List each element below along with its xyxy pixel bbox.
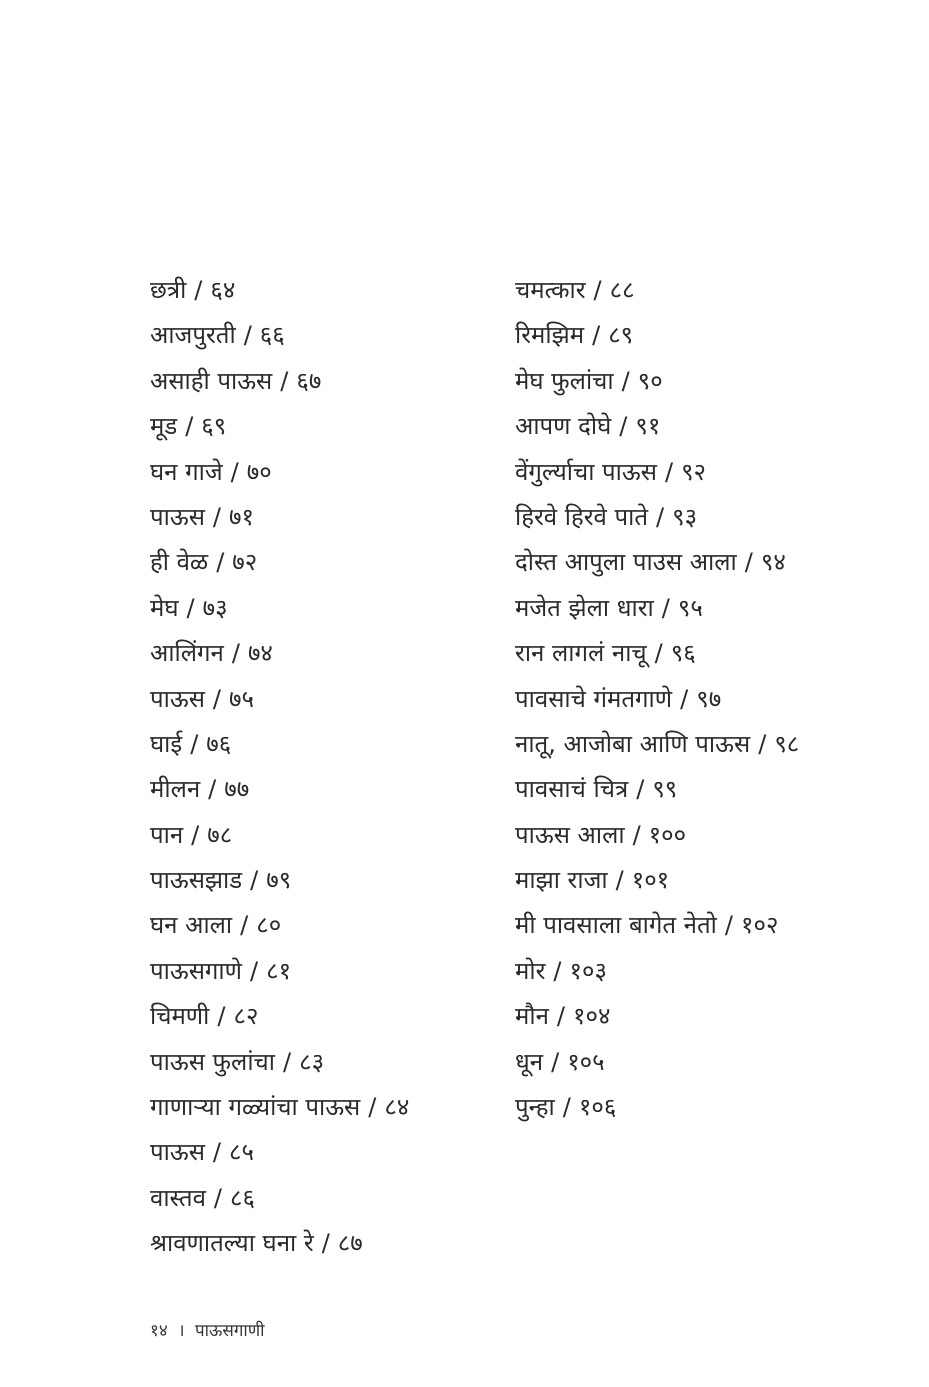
toc-entry [150,722,490,767]
toc-entry-title: माझा राजा [515,866,608,895]
toc-entry-page: ८६ [230,1183,255,1212]
toc-entry [515,949,915,994]
toc-entry-separator: / [243,321,252,350]
toc-entry-page: ८५ [229,1138,254,1167]
toc-entry-page: १०० [648,820,687,849]
toc-entry-page: ८१ [266,956,292,985]
toc-entry-separator: / [621,366,630,395]
toc-entry-title: पाऊसझाड [150,866,243,895]
toc-entry-title: मेघ [150,593,179,622]
toc-entry [515,858,915,903]
toc-entry-separator: / [230,457,239,486]
toc-entry-page: ९७ [696,684,722,713]
toc-entry-page: ७५ [229,684,254,713]
toc-entry-separator: / [661,593,670,622]
toc-entry [150,404,490,449]
toc-entry [150,495,490,540]
toc-entry-title: पावसाचे गंमतगाणे [515,684,673,713]
toc-entry-page: ६७ [296,366,322,395]
toc-entry-title: चिमणी [150,1002,210,1031]
toc-entry-separator: / [593,276,602,304]
toc-entry-title: श्रावणातल्या घना रे [150,1229,314,1258]
toc-entry-separator: / [664,457,674,486]
toc-entry [150,1221,490,1266]
toc-entry-title: मीलन [150,775,201,804]
toc-entry-title: पान [150,820,184,849]
toc-entry [515,994,915,1039]
toc-entry-title: रान लागलं नाचू [515,639,647,668]
toc-entry-separator: / [551,1047,560,1076]
toc-entry-page: ६९ [201,412,227,441]
toc-entry-separator: / [217,1002,226,1031]
toc-entry [150,903,490,948]
toc-entry-separator: / [250,866,259,895]
toc-entry-title: चमत्कार [515,276,586,304]
toc-entry-title: वेंगुर्ल्याचा पाऊस [515,457,657,486]
toc-entry [515,404,915,449]
toc-entry-page: १०६ [578,1093,617,1122]
toc-entry [515,903,915,948]
toc-right-column [515,268,915,1130]
toc-entry-title: आजपुरती [150,321,236,350]
toc-entry-page: ८२ [233,1002,259,1031]
toc-entry-separator: / [680,684,689,713]
toc-entry [150,268,490,313]
toc-entry-title: घन आला [150,911,233,940]
toc-entry-title: गाणाऱ्या गळ्यांचा पाऊस [150,1093,361,1122]
toc-entry-separator: / [240,911,249,940]
toc-entry-page: ८० [256,911,282,940]
toc-entry-page: ६६ [259,321,285,350]
toc-entry-page: ७२ [232,548,258,577]
toc-entry-separator: / [724,911,733,940]
toc-entry [150,767,490,812]
toc-entry-separator: / [636,775,645,804]
toc-entry-separator: / [194,276,203,304]
toc-entry-separator: / [368,1093,377,1122]
toc-entry [515,722,915,767]
toc-entry-page: ९५ [677,593,703,622]
toc-entry-separator: / [212,502,222,531]
toc-entry [150,1176,490,1221]
toc-entry-page: १०२ [741,911,779,940]
toc-entry [515,540,915,585]
toc-entry-page: ६४ [210,276,236,304]
toc-entry-page: ९२ [681,457,707,486]
toc-entry-page: ७१ [229,502,254,531]
toc-entry-page: ७३ [202,593,228,622]
toc-entry-separator: / [186,593,195,622]
toc-entry-title: आपण दोघे [515,412,612,441]
toc-entry-separator: / [283,1047,292,1076]
toc-entry-page: ८८ [609,276,635,304]
toc-entry-title: दोस्त आपुला पाउस आला [515,548,737,577]
toc-entry-separator: / [758,729,767,758]
toc-entry [515,1040,915,1085]
toc-entry-separator: / [190,729,199,758]
toc-entry [150,1130,490,1175]
toc-entry [515,268,915,313]
toc-entry-separator: / [212,684,222,713]
toc-entry-page: ९४ [760,548,786,577]
toc-entry-page: ९३ [672,502,698,531]
toc-entry-separator: / [321,1229,330,1258]
toc-entry [150,677,490,722]
toc-entry-page: ९८ [774,729,800,758]
toc-entry-page: ७९ [266,866,292,895]
toc-entry [150,949,490,994]
toc-entry-title: पाऊस आला [515,820,625,849]
toc-entry-title: असाही पाऊस [150,366,273,395]
toc-entry [150,586,490,631]
toc-entry-title: मौन [515,1002,549,1031]
toc-entry-title: पुन्हा [515,1093,555,1122]
toc-entry-separator: / [553,956,562,985]
toc-entry-title: घन गाजे [150,457,223,486]
toc-entry-separator: / [656,502,665,531]
toc-entry-separator: / [592,321,601,350]
toc-entry [515,631,915,676]
toc-entry [150,1085,490,1130]
toc-entry-title: छत्री [150,276,187,304]
toc-entry-page: ९९ [652,775,678,804]
toc-entry-separator: / [216,548,225,577]
toc-left-column [150,268,490,1267]
toc-entry-title: वास्तव [150,1183,206,1212]
toc-entry-separator: / [208,775,217,804]
toc-entry-title: घाई [150,729,183,758]
toc-entry-title: आलिंगन [150,639,224,668]
toc-entry [150,540,490,585]
toc-entry [515,495,915,540]
toc-entry-page: १०४ [572,1002,611,1031]
toc-entry-page: ७० [246,457,272,486]
toc-entry-separator: / [250,956,259,985]
page-footer [150,1318,265,1341]
toc-entry-title: ही वेळ [150,548,209,577]
toc-entry-title: पाऊसगाणे [150,956,242,985]
toc-entry-separator: / [213,1183,223,1212]
toc-entry-page: ८९ [608,321,634,350]
footer-divider: । [178,1321,185,1341]
toc-entry [515,586,915,631]
toc-entry-separator: / [654,639,663,668]
toc-entry-title: पाऊस [150,1138,205,1167]
toc-entry-separator: / [562,1093,571,1122]
toc-entry-title: पावसाचं चित्र [515,775,629,804]
toc-entry [150,313,490,358]
toc-entry-title: नातू, आजोबा आणि पाऊस [515,729,751,758]
toc-entry-page: ८३ [299,1047,325,1076]
toc-entry-page: ७६ [206,729,232,758]
toc-entry-page: ९६ [670,639,696,668]
toc-entry-separator: / [615,866,624,895]
toc-entry-page: १०५ [567,1047,605,1076]
toc-entry-page: ८७ [337,1229,363,1258]
toc-entry-title: मोर [515,956,546,985]
toc-entry-separator: / [231,639,240,668]
footer-page-number: १४ [150,1321,168,1341]
toc-entry [150,858,490,903]
toc-entry-title: मूड [150,412,178,441]
toc-entry [515,1085,915,1130]
toc-entry-title: हिरवे हिरवे पाते [515,502,649,531]
toc-entry-page: १०१ [631,866,670,895]
toc-entry-title: धून [515,1047,544,1076]
toc-entry-separator: / [619,412,628,441]
toc-entry-title: पाऊस फुलांचा [150,1047,275,1076]
toc-entry-title: पाऊस [150,502,205,531]
toc-entry-separator: / [556,1002,565,1031]
toc-entry [150,631,490,676]
toc-entry [150,450,490,495]
toc-entry-separator: / [191,820,200,849]
toc-entry-separator: / [632,820,641,849]
toc-entry [515,813,915,858]
toc-entry-separator: / [185,412,194,441]
toc-entry-separator: / [744,548,753,577]
footer-book-title: पाऊसगाणी [194,1321,265,1341]
toc-entry [150,813,490,858]
toc-entry-page: ८४ [384,1093,410,1122]
toc-entry [515,767,915,812]
toc-entry [150,994,490,1039]
toc-entry [515,359,915,404]
toc-entry-page: ७४ [247,639,273,668]
toc-entry-title: मजेत झेला धारा [515,593,654,622]
toc-entry-separator: / [212,1138,222,1167]
toc-entry [515,313,915,358]
toc-entry-page: १०३ [569,956,607,985]
toc-entry-title: रिमझिम [515,321,585,350]
toc-entry-page: ९१ [635,412,661,441]
toc-entry-page: ९० [637,366,663,395]
toc-entry-separator: / [280,366,289,395]
toc-entry-title: मी पावसाला बागेत नेतो [515,911,717,940]
toc-entry-title: मेघ फुलांचा [515,366,614,395]
toc-entry [515,450,915,495]
toc-entry-page: ७७ [224,775,250,804]
toc-entry-title: पाऊस [150,684,205,713]
toc-entry [150,359,490,404]
toc-entry [515,677,915,722]
toc-entry [150,1040,490,1085]
toc-entry-page: ७८ [207,820,233,849]
